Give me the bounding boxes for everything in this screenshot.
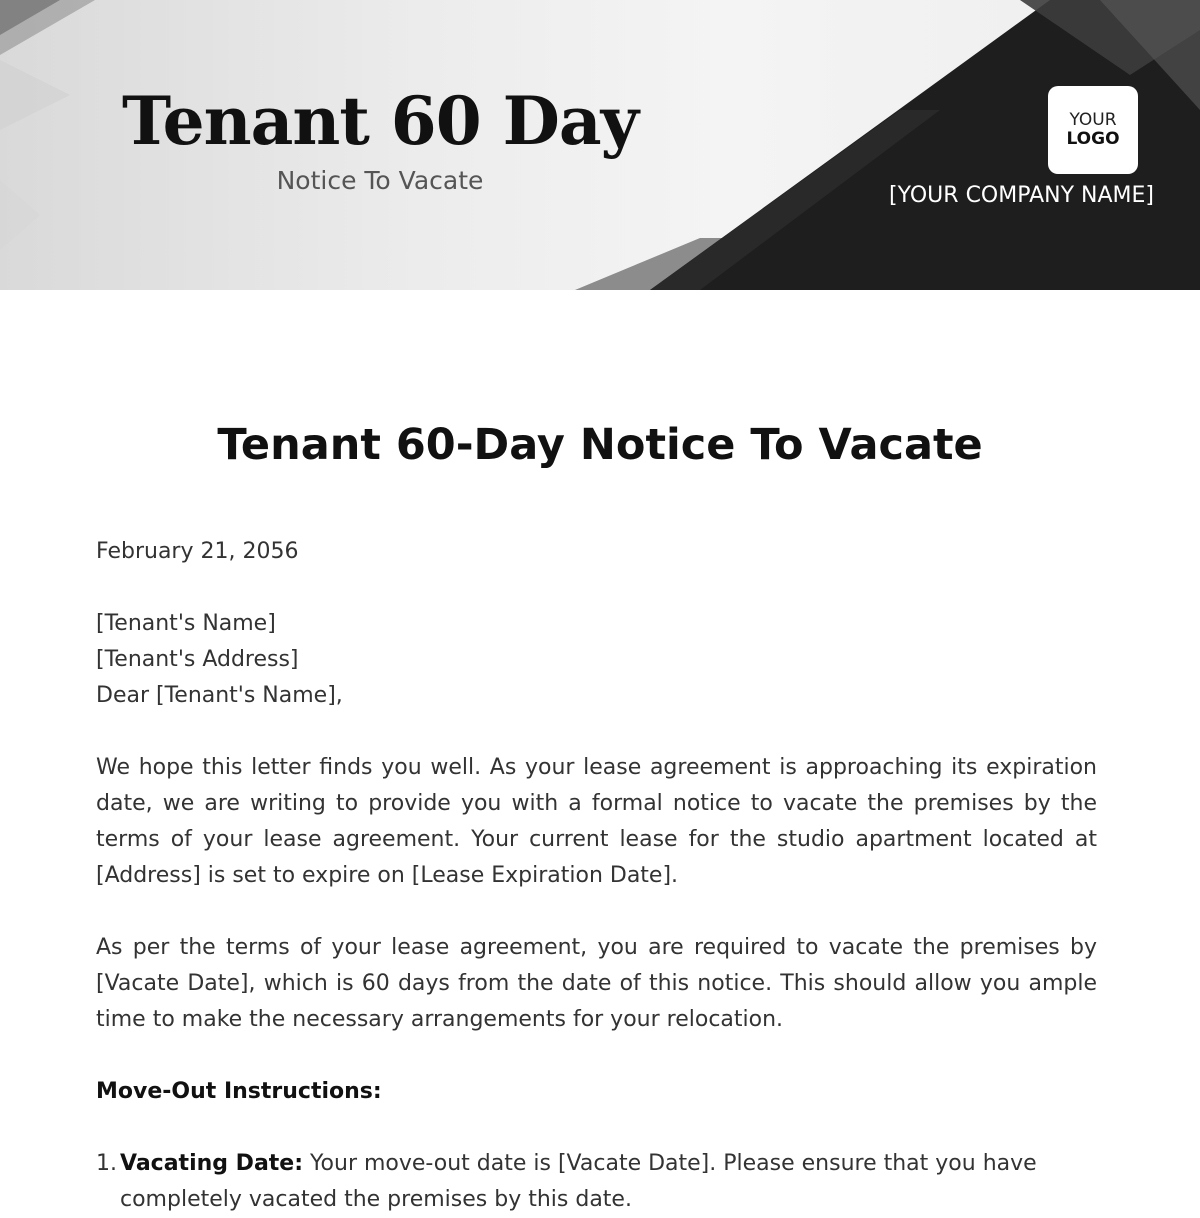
salutation: Dear [Tenant's Name], — [96, 683, 343, 708]
banner-title: Tenant 60 Day — [122, 82, 638, 160]
company-name: [YOUR COMPANY NAME] — [889, 183, 1154, 208]
company-logo — [1048, 86, 1138, 174]
document-title: Tenant 60-Day Notice To Vacate — [217, 420, 983, 470]
tenant-name: [Tenant's Name] — [96, 611, 276, 636]
list-item-lead: Vacating Date: — [120, 1151, 304, 1176]
list-item-text — [120, 1146, 1097, 1218]
tenant-address: [Tenant's Address] — [96, 647, 299, 672]
logo-text-logo: LOGO — [1066, 129, 1120, 149]
paragraph-vacate: As per the terms of your lease agreement, you are required to vacate the premises by [Vacate Date], which is 60 days from the date of this notice. This should allow you ample time to make the necessary arrangements for your relocation. — [96, 935, 1097, 1032]
header-banner — [0, 0, 1200, 290]
instructions-list — [96, 1146, 1097, 1218]
banner-subtitle: Notice To Vacate — [276, 166, 484, 195]
letter-date: February 21, 2056 — [96, 539, 299, 564]
list-item-body: Your move-out date is [Vacate Date]. Please ensure that you have completely vacated the premises by this date. — [120, 1151, 1037, 1212]
list-item — [96, 1146, 1097, 1218]
list-item-number: 1. — [96, 1151, 117, 1176]
letter-body — [96, 534, 1097, 1218]
instructions-heading: Move-Out Instructions: — [96, 1079, 382, 1104]
paragraph-intro: We hope this letter finds you well. As your lease agreement is approaching its expiration date, we are writing to provide you with a formal notice to vacate the premises by the terms of your lease agreement. Your current lease for the studio apartment located at [Address] is set to expire on [Lease Expiration Date]. — [96, 755, 1097, 888]
logo-text-your: YOUR — [1069, 110, 1117, 130]
